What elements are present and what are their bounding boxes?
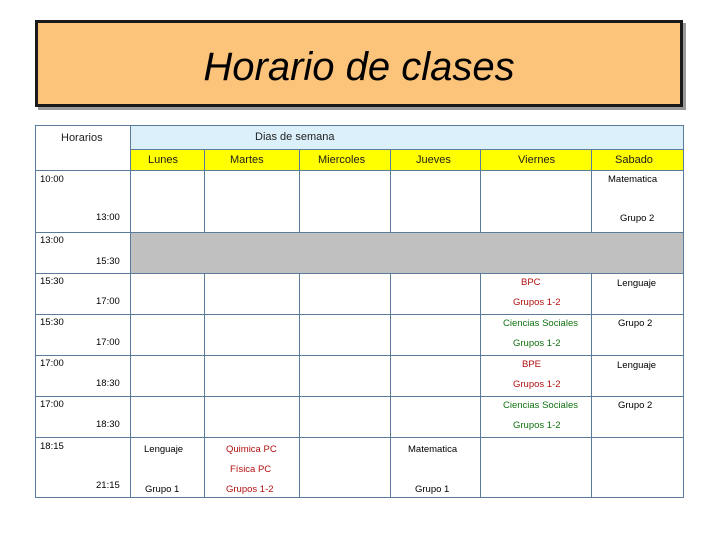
cell — [300, 356, 391, 397]
subject-2: Física PC — [230, 464, 272, 475]
subject: Lenguaje — [617, 360, 657, 371]
cell — [131, 274, 205, 315]
cell — [300, 315, 391, 356]
schedule-row — [36, 315, 684, 356]
schedule-row — [36, 397, 684, 438]
time-cell — [36, 171, 131, 233]
time-cell — [36, 233, 131, 274]
saturday-cell — [592, 397, 684, 438]
friday-cell — [481, 274, 592, 315]
end-time: 15:30 — [96, 256, 120, 267]
cell — [391, 315, 481, 356]
cell — [205, 274, 300, 315]
cell — [300, 274, 391, 315]
subject: Ciencias Sociales — [503, 318, 578, 329]
time-cell — [36, 397, 131, 438]
day-header-thursday — [391, 150, 481, 171]
end-time: 21:15 — [96, 480, 120, 491]
friday-cell — [481, 397, 592, 438]
group: Grupos 1-2 — [513, 379, 561, 390]
cell — [391, 356, 481, 397]
day-header-friday — [481, 150, 592, 171]
monday-cell — [131, 438, 205, 498]
end-time: 18:30 — [96, 419, 120, 430]
cell — [391, 274, 481, 315]
day-label: Miercoles — [318, 154, 366, 166]
friday-cell — [481, 356, 592, 397]
start-time: 17:00 — [40, 358, 64, 369]
day-label: Sabado — [615, 154, 653, 166]
cell — [131, 397, 205, 438]
group: Grupo 1 — [145, 484, 180, 495]
subject: Grupo 2 — [618, 400, 653, 411]
cell — [300, 438, 391, 498]
day-label: Viernes — [518, 154, 556, 166]
group: Grupos 1-2 — [513, 420, 561, 431]
schedule-row — [36, 356, 684, 397]
cell — [131, 171, 205, 233]
subject: BPC — [521, 277, 541, 288]
start-time: 10:00 — [40, 174, 64, 185]
subject: Matematica — [408, 444, 458, 455]
day-label: Martes — [230, 154, 264, 166]
end-time: 17:00 — [96, 296, 120, 307]
cell — [481, 171, 592, 233]
subject: Grupo 2 — [618, 318, 653, 329]
day-header-wednesday — [300, 150, 391, 171]
tuesday-cell — [205, 438, 300, 498]
group: Grupos 1-2 — [513, 297, 561, 308]
schedule-row — [36, 274, 684, 315]
cell — [205, 315, 300, 356]
days-header-label: Dias de semana — [255, 131, 335, 143]
cell — [205, 397, 300, 438]
cell — [205, 356, 300, 397]
time-cell — [36, 274, 131, 315]
break-band — [131, 233, 684, 274]
group: Grupos 1-2 — [513, 338, 561, 349]
day-label: Lunes — [148, 154, 178, 166]
start-time: 15:30 — [40, 317, 64, 328]
subject: Lenguaje — [144, 444, 184, 455]
day-header-saturday — [592, 150, 684, 171]
horarios-label: Horarios — [61, 132, 103, 144]
time-cell — [36, 438, 131, 498]
cell — [131, 315, 205, 356]
start-time: 15:30 — [40, 276, 64, 287]
cell — [592, 438, 684, 498]
schedule-row — [36, 171, 684, 233]
horarios-header — [36, 126, 131, 171]
start-time: 18:15 — [40, 441, 64, 452]
time-cell — [36, 315, 131, 356]
end-time: 13:00 — [96, 212, 120, 223]
page-title: Horario de clases — [203, 45, 515, 89]
subject: Quimica PC — [226, 444, 277, 455]
start-time: 17:00 — [40, 399, 64, 410]
saturday-cell — [592, 315, 684, 356]
cell — [300, 397, 391, 438]
cell — [391, 397, 481, 438]
schedule-row — [36, 438, 684, 498]
subject: Lenguaje — [617, 278, 657, 289]
subject: Matematica — [608, 174, 658, 185]
subject: BPE — [522, 359, 542, 370]
cell — [300, 171, 391, 233]
end-time: 18:30 — [96, 378, 120, 389]
start-time: 13:00 — [40, 235, 64, 246]
day-header-monday — [131, 150, 205, 171]
saturday-cell — [592, 171, 684, 233]
group: Grupo 1 — [415, 484, 450, 495]
thursday-cell — [391, 438, 481, 498]
friday-cell — [481, 315, 592, 356]
cell — [481, 438, 592, 498]
end-time: 17:00 — [96, 337, 120, 348]
cell — [205, 171, 300, 233]
title-banner — [35, 20, 683, 107]
saturday-cell — [592, 274, 684, 315]
cell — [131, 356, 205, 397]
cell — [391, 171, 481, 233]
day-header-tuesday — [205, 150, 300, 171]
saturday-cell — [592, 356, 684, 397]
group: Grupo 2 — [620, 213, 655, 224]
schedule-table — [35, 125, 684, 498]
days-header — [131, 126, 684, 150]
time-cell — [36, 356, 131, 397]
break-row — [36, 233, 684, 274]
day-label: Jueves — [416, 154, 451, 166]
group: Grupos 1-2 — [226, 484, 274, 495]
subject: Ciencias Sociales — [503, 400, 578, 411]
